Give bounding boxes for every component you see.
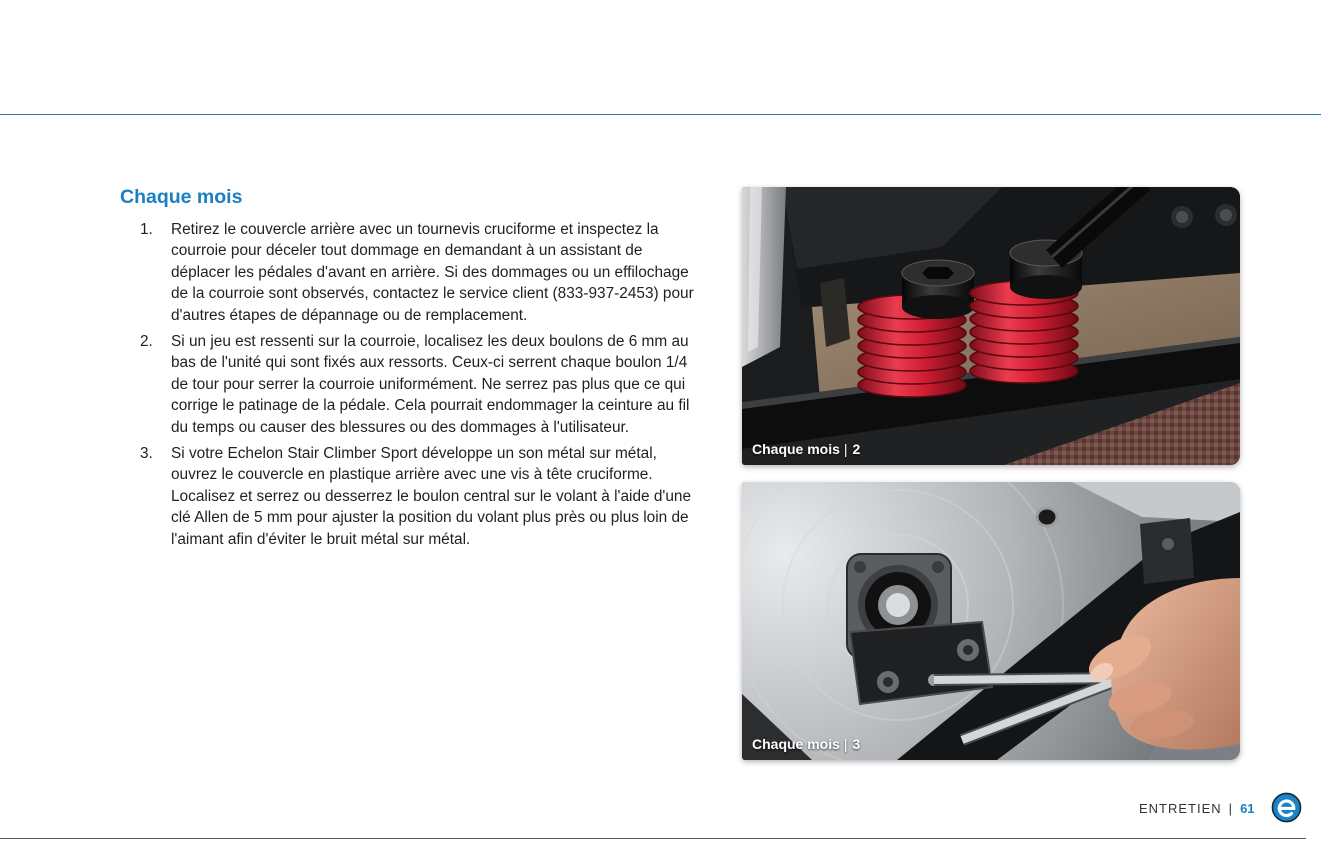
step-line: de la courroie sont observés, contactez le service client (833-937-2453) pour bbox=[171, 285, 694, 303]
bolt-left bbox=[902, 260, 974, 319]
page-number: 61 bbox=[1240, 800, 1255, 816]
page-footer bbox=[1139, 799, 1255, 817]
caption-number: 3 bbox=[852, 736, 861, 752]
frame-upright bbox=[742, 187, 786, 367]
step-text bbox=[171, 443, 691, 550]
step-item bbox=[140, 219, 715, 326]
caption-label: Chaque mois bbox=[752, 441, 840, 457]
step-item bbox=[140, 443, 715, 550]
footer-rule bbox=[0, 838, 1306, 839]
step-line: l'aimant afin d'éviter le bruit métal sur métal. bbox=[171, 530, 471, 548]
step-line: du temps ou causer des blessures ou des dommages à l'utilisateur. bbox=[171, 418, 630, 436]
step-text bbox=[171, 331, 689, 438]
step-text bbox=[171, 219, 694, 326]
step-line: d'autres étapes de dépannage ou de remplacement. bbox=[171, 306, 528, 324]
step-line: bas de l'unité qui sont fixés aux ressorts. Ceux-ci serrent chaque boulon 1/4 bbox=[171, 354, 688, 372]
figure-flywheel bbox=[742, 482, 1240, 760]
section-heading: Chaque mois bbox=[120, 186, 243, 208]
caption-separator: | bbox=[843, 736, 848, 752]
step-line: corrige le patinage de la pédale. Cela pourrait endommager la ceinture au fil bbox=[171, 397, 690, 415]
footer-section-label: ENTRETIEN bbox=[1139, 800, 1222, 816]
flywheel-photo bbox=[742, 482, 1240, 760]
step-line: déplacer les pédales d'avant en arrière. Si des dommages ou un effilochage bbox=[171, 263, 689, 281]
step-line: Retirez le couvercle arrière avec un tournevis cruciforme et inspectez la bbox=[171, 221, 659, 238]
header-rule bbox=[0, 114, 1321, 115]
step-number: 3. bbox=[140, 445, 153, 463]
step-number: 1. bbox=[140, 221, 153, 238]
step-line: Si un jeu est ressenti sur la courroie, localisez les deux boulons de 6 mm au bbox=[171, 333, 689, 351]
footer-separator: | bbox=[1228, 800, 1233, 816]
figure-caption bbox=[752, 441, 860, 458]
echelon-logo-icon bbox=[1271, 792, 1302, 823]
step-line: clé Allen de 5 mm pour ajuster la position du volant plus près ou plus loin de bbox=[171, 509, 689, 527]
step-number: 2. bbox=[140, 333, 153, 351]
step-line: Localisez et serrez ou desserrez le boulon central sur le volant à l'aide d'une bbox=[171, 487, 692, 505]
caption-label: Chaque mois bbox=[752, 736, 840, 752]
maintenance-steps-list bbox=[140, 219, 715, 555]
caption-separator: | bbox=[843, 441, 848, 457]
caption-number: 2 bbox=[852, 441, 861, 457]
springs-photo bbox=[742, 187, 1240, 465]
step-line: courroie pour déceler tout dommage en demandant à un assistant de bbox=[171, 242, 643, 260]
figure-caption bbox=[752, 736, 860, 753]
step-line: ouvrez le couvercle en plastique arrière avec une vis à tête cruciforme. bbox=[171, 466, 653, 484]
step-line: Si votre Echelon Stair Climber Sport développe un son métal sur métal, bbox=[171, 445, 657, 463]
figure-springs bbox=[742, 187, 1240, 465]
step-item bbox=[140, 331, 715, 438]
step-line: de tour pour serrer la courroie uniformément. Ne serrez pas plus que ce qui bbox=[171, 375, 686, 393]
